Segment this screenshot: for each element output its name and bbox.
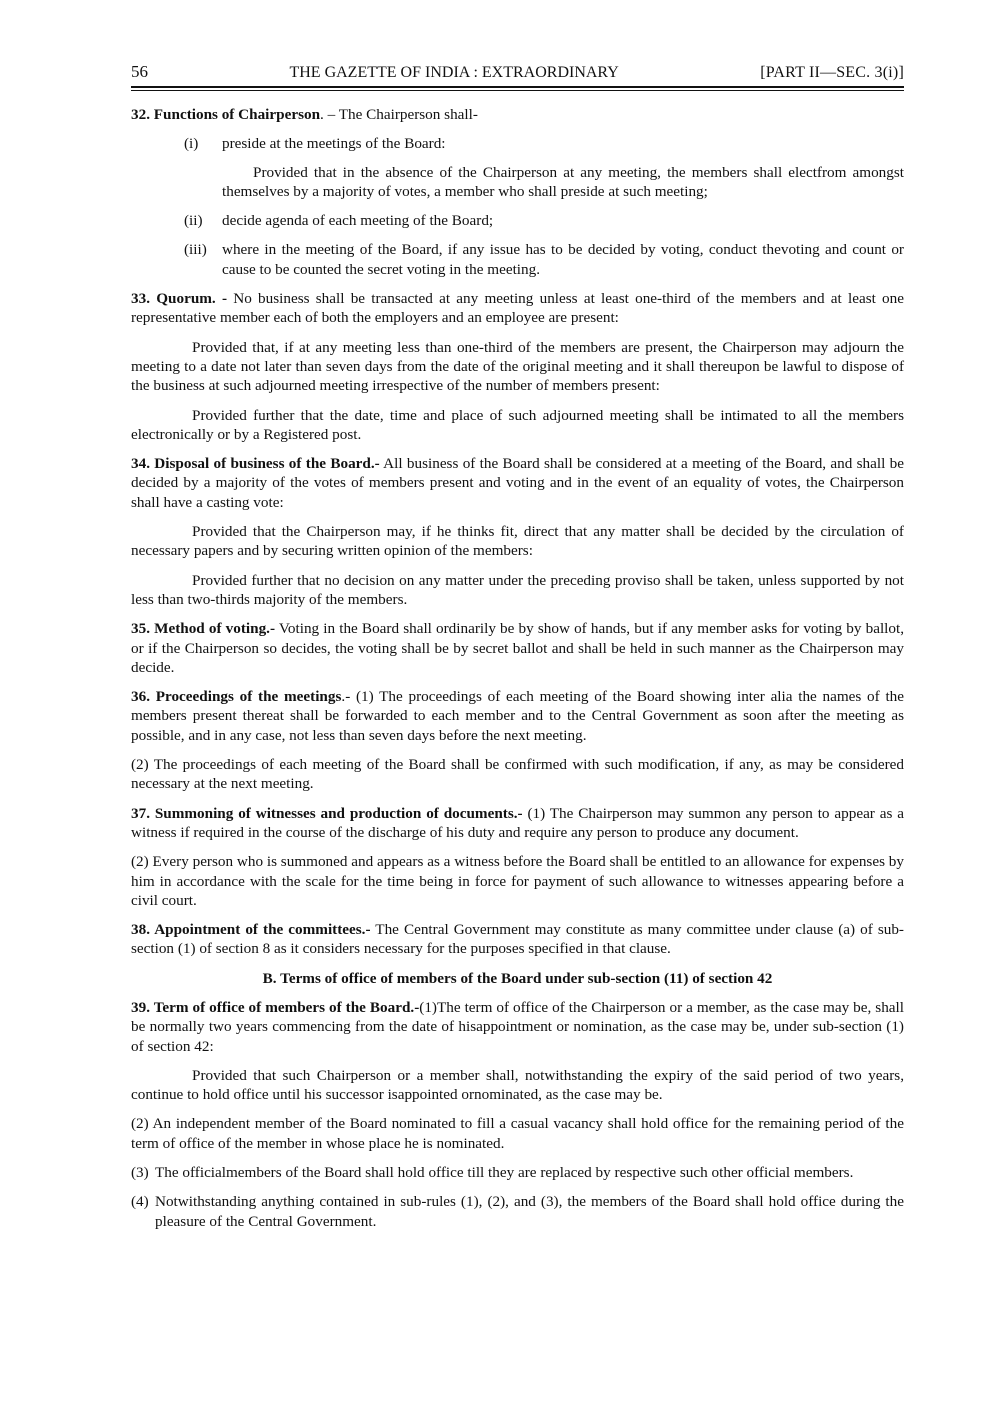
list-item: (iii) where in the meeting of the Board, if any issue has to be decided by voting, conduct thevoting and count or cause to be counted the secret voting in the meeting. [184, 241, 904, 278]
section-39: 39. Term of office of members of the Board.-(1)The term of office of the Chairperson or a member, as the case may be, shall be normally two years commencing from the date of hisappointment or nomination, as the case may be, under sub-section (1) of section 42: [131, 998, 904, 1055]
section-37: 37. Summoning of witnesses and production of documents.- (1) The Chairperson may summon any person to appear as a witness if required in the course of the discharge of his duty and require any person to produce any document. [131, 804, 904, 841]
section-heading: 38. Appointment of the committees.- [131, 921, 371, 939]
proviso: Provided that, if at any meeting less than one-third of the members are present, the Chairperson may adjourn the meeting to a date not later than seven days from the date of the original meeting and it shall thereupon be lawful to dispose of the business at such adjourned meeting irrespective of the number of members present: [131, 338, 904, 395]
list-item: (4) Notwithstanding anything contained in sub-rules (1), (2), and (3), the members of the Board shall hold office during the pleasure of the Central Government. [131, 1193, 904, 1230]
paragraph: (2) An independent member of the Board nominated to fill a casual vacancy shall hold office for the remaining period of the term of office of the member in whose place he is nominated. [131, 1115, 904, 1152]
section-heading: 33. Quorum. - [131, 290, 228, 308]
section-heading: 34. Disposal of business of the Board.- [131, 455, 380, 473]
gazette-title: THE GAZETTE OF INDIA : EXTRAORDINARY [289, 64, 619, 81]
page-number: 56 [131, 62, 148, 81]
section-32: 32. Functions of Chairperson. – The Chairperson shall- [131, 106, 478, 123]
section-36: 36. Proceedings of the meetings.- (1) The proceedings of each meeting of the Board showing inter alia the names of the members present thereat shall be forwarded to each member and to the Central Government as soon after the meeting as possible, and in any case, not less than seven days before the next meeting. [131, 688, 905, 744]
paragraph: (2) The proceedings of each meeting of the Board shall be confirmed with such modification, if any, as may be considered necessary at the next meeting. [131, 756, 904, 793]
section-34: 34. Disposal of business of the Board.- All business of the Board shall be considered at a meeting of the Board, and shall be decided by a majority of the votes of members present and voting and in the event of an equality of votes, the Chairperson shall have a casting vote: [131, 455, 904, 511]
proviso: Provided further that no decision on any matter under the preceding proviso shall be taken, unless supported by not less than two-thirds majority of the members. [131, 571, 904, 608]
section-heading: 37. Summoning of witnesses and production of documents.- [131, 804, 523, 822]
header-rule-thin [131, 90, 904, 91]
gazette-page [131, 62, 904, 1241]
section-heading: 39. Term of office of members of the Board.- [131, 998, 420, 1016]
proviso: Provided that the Chairperson may, if he thinks fit, direct that any matter shall be decided by the circulation of necessary papers and by securing written opinion of the members: [131, 523, 904, 560]
section-38: 38. Appointment of the committees.- The Central Government may constitute as many committee under clause (a) of sub-section (1) of section 8 as it considers necessary for the purposes specified in that clause. [131, 921, 904, 958]
part-section: [PART II—SEC. 3(i)] [760, 64, 904, 81]
header-rule-thick [131, 86, 904, 88]
list-item: (ii) decide agenda of each meeting of the Board; [184, 212, 494, 230]
section-heading: 35. Method of voting.- [131, 620, 276, 638]
section-35: 35. Method of voting.- Voting in the Board shall ordinarily be by show of hands, but if any member asks for voting by ballot, or if the Chairperson so decides, the voting shall be by secret ballot and shall be held in such manner as the Chairperson may decide. [131, 620, 904, 676]
proviso: Provided further that the date, time and place of such adjourned meeting shall be intimated to all the members electronically or by a Registered post. [131, 406, 904, 443]
part-b-heading: B. Terms of office of members of the Board under sub-section (11) of section 42 [262, 969, 773, 987]
section-heading: 36. Proceedings of the meetings [131, 688, 342, 706]
list-item: (3) The officialmembers of the Board shall hold office till they are replaced by respective such other official members. [131, 1164, 854, 1182]
paragraph: (2) Every person who is summoned and appears as a witness before the Board shall be entitled to an allowance for expenses by him in accordance with the scale for the time being in force for payment of such allowance to witnesses appearing before a civil court. [131, 853, 904, 909]
proviso: Provided that in the absence of the Chairperson at any meeting, the members shall electfrom amongst themselves by a majority of votes, a member who shall preside at such meeting; [222, 163, 904, 200]
section-33: 33. Quorum. - No business shall be transacted at any meeting unless at least one-third of the members and at least one representative member each of both the employers and an employee are present: [131, 290, 904, 327]
section-heading: 32. Functions of Chairperson [131, 106, 321, 123]
list-item: (i) preside at the meetings of the Board: [184, 135, 446, 153]
page-header [131, 62, 904, 85]
proviso: Provided that such Chairperson or a member shall, notwithstanding the expiry of the said period of two years, continue to hold office until his successor isappointed ornominated, as the case may be. [131, 1066, 904, 1104]
